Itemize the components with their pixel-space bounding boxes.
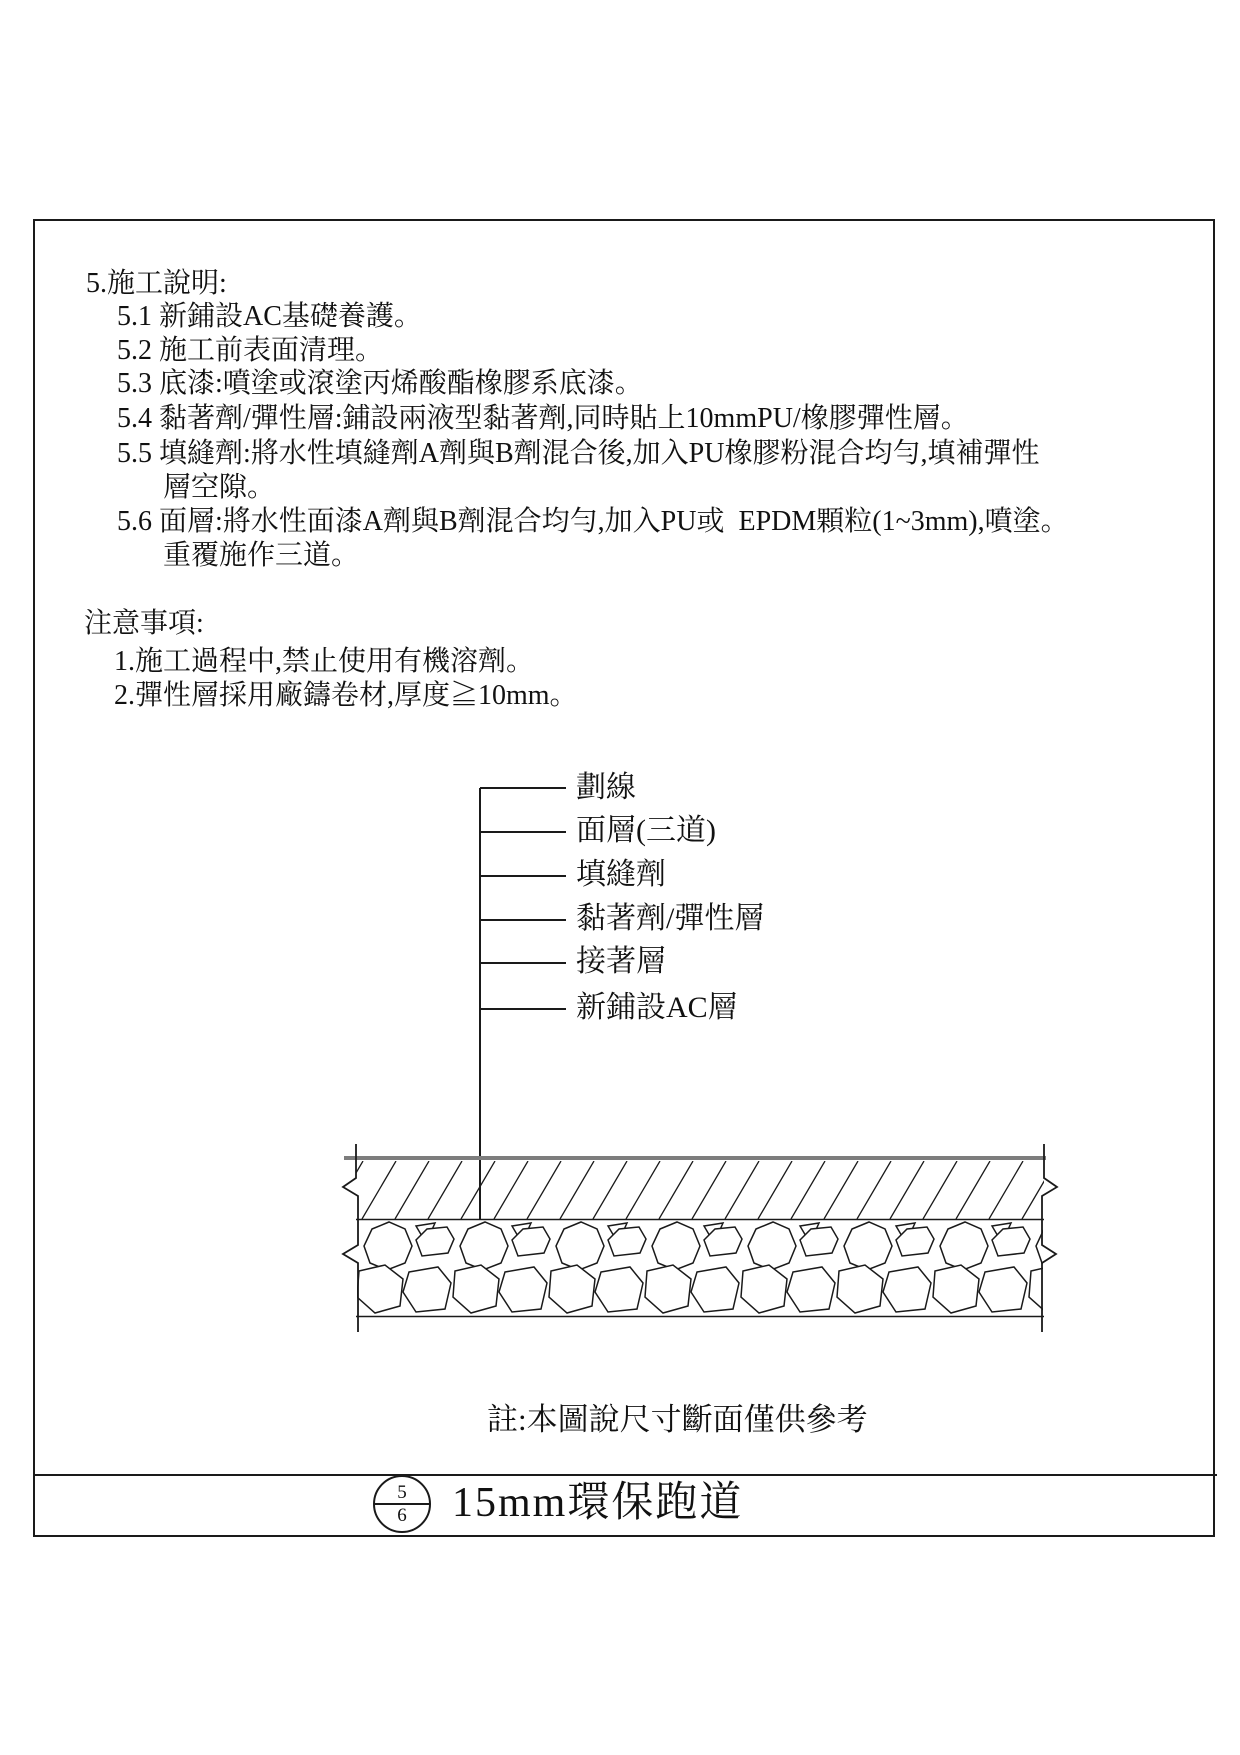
spec-line-5-4: 5.4 黏著劑/彈性層:鋪設兩液型黏著劑,同時貼上10mmPU/橡膠彈性層。 — [117, 403, 969, 434]
spec-line-5-3: 5.3 底漆:噴塗或滾塗丙烯酸酯橡膠系底漆。 — [117, 368, 643, 399]
label-bonding-layer: 接著層 — [576, 945, 666, 978]
spec-line-5-5: 5.5 填縫劑:將水性填縫劑A劑與B劑混合後,加入PU橡膠粉混合均勻,填補彈性 — [117, 438, 1040, 469]
label-new-ac-layer: 新鋪設AC層 — [576, 991, 738, 1024]
title-block-separator — [33, 1474, 1217, 1476]
spec-line-5-5-cont: 層空隙。 — [163, 472, 276, 503]
label-joint-filler: 填縫劑 — [576, 858, 666, 891]
spec-line-5-2: 5.2 施工前表面清理。 — [117, 335, 384, 366]
spec-line-5-6: 5.6 面層:將水性面漆A劑與B劑混合均勻,加入PU或 EPDM顆粒(1~3mm),噴塗。 — [117, 506, 1069, 537]
note-line-1: 1.施工過程中,禁止使用有機溶劑。 — [114, 646, 535, 677]
sheet-number-badge — [373, 1475, 431, 1533]
label-adhesive-elastic: 黏著劑/彈性層 — [576, 902, 765, 935]
notes-heading: 注意事項: — [84, 608, 204, 639]
spec-line-5-1: 5.1 新鋪設AC基礎養護。 — [117, 301, 422, 332]
note-line-2: 2.彈性層採用廠鑄卷材,厚度≧10mm。 — [114, 680, 578, 711]
spec-heading: 5.施工說明: — [86, 268, 227, 299]
sheet-number-top: 5 — [397, 1482, 407, 1503]
label-surface-layer: 面層(三道) — [576, 814, 716, 847]
diagram-caption: 註:本圖說尺寸斷面僅供參考 — [487, 1402, 868, 1437]
spec-line-5-6-cont: 重覆施作三道。 — [163, 540, 360, 571]
sheet-number-bottom: 6 — [397, 1505, 407, 1526]
drawing-title: 15mm環保跑道 — [452, 1480, 744, 1526]
label-marking-line: 劃線 — [576, 771, 636, 804]
